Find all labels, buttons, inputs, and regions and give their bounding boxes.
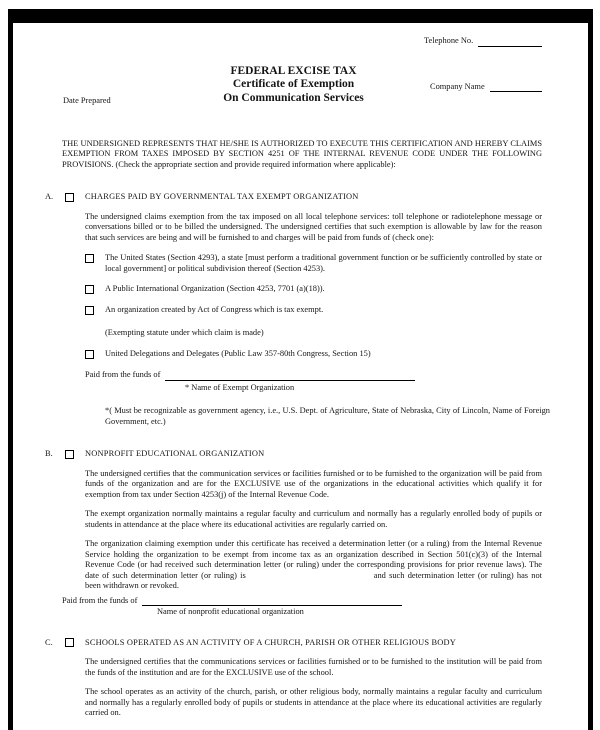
a-option-1 (85, 253, 542, 274)
section-b-heading: NONPROFIT EDUCATIONAL ORGANIZATION (85, 449, 265, 458)
b-paragraph-3-part2: and such determination letter (or ruling) has not been withdrawn or revoked. (85, 570, 542, 590)
nonprofit-org-name-caption: Name of nonprofit educational organization (157, 607, 304, 616)
determination-date-blank[interactable] (246, 571, 374, 578)
b-paragraph-1: The undersigned certifies that the communication services or facilities furnished or to be furnished to the organization will be paid from funds of the organization and are for the EXCLUSIVE use of the organizations in the educational activities which qualify it for exemption from tax under Section 4253(j) of the Internal Revenue Code. (85, 468, 542, 499)
b-paid-from-funds-row (62, 596, 542, 607)
telephone-line[interactable] (478, 38, 542, 47)
section-a-body (85, 211, 550, 428)
a-option-1-text: The United States (Section 4293), a state [must perform a traditional government function or be sufficiently controlled by state or local government] or political subdivision thereof (Section 4253). (105, 253, 542, 273)
scan-edge-left (8, 9, 13, 730)
exempt-org-name-line[interactable] (165, 373, 415, 381)
intro-paragraph: THE UNDERSIGNED REPRESENTS THAT HE/SHE IS AUTHORIZED TO EXECUTE THIS CERTIFICATION AND HEREBY CLAIMS EXEMPTION FROM TAXES IMPOSED BY SECTION 4251 OF THE INTERNAL REVENUE CODE UNDER THE FOLLOWING PROVISIONS. (Check the appropriate section and provide required information where applicable): (62, 138, 542, 169)
section-a-letter: A. (45, 192, 54, 201)
a-option-4 (85, 349, 542, 360)
form-content (45, 36, 550, 719)
company-name-label: Company Name (430, 81, 485, 91)
c-paragraph-1: The undersigned certifies that the communications services or facilities furnished or to be furnished to the institution will be paid from the funds of the institution and are for the EXCLUSIVE use of the school. (85, 657, 542, 677)
telephone-row (424, 36, 542, 47)
b-paid-from-funds-label: Paid from the funds of (62, 595, 138, 605)
section-c-header (45, 638, 542, 649)
a-option-4-checkbox[interactable] (85, 350, 94, 359)
form-title-line1: FEDERAL EXCISE TAX (230, 64, 357, 77)
a-option-2 (85, 284, 542, 295)
a-option-3-checkbox[interactable] (85, 306, 94, 315)
a-paid-from-funds-row (85, 370, 542, 381)
a-option-2-text: A Public International Organization (Section 4253, 7701 (a)(18)). (105, 284, 325, 293)
section-a-paragraph: The undersigned claims exemption from the tax imposed on all local telephone services: toll telephone or radiotelephone message or conversations billed or to be billed the undersigned. The undersigned certifies that such exemption is allowable by law for the reason that such services are being and will be furnished to and charges will be paid from funds of (check one): (85, 211, 542, 242)
date-prepared-row (63, 96, 111, 107)
a-paid-from-funds-label: Paid from the funds of (85, 370, 161, 379)
title-block (45, 65, 542, 115)
section-c-body (85, 657, 542, 719)
exempting-statute-note: (Exempting statute under which claim is made) (105, 328, 264, 337)
section-b-checkbox[interactable] (65, 450, 74, 459)
company-name-row (430, 82, 542, 93)
section-a-footnote: *( Must be recognizable as government agency, i.e., U.S. Dept. of Agriculture, State of Nebraska, City of Lincoln, Name of Foreign Government, etc.) (105, 406, 550, 426)
form-title-line2: Certificate of Exemption (232, 78, 355, 90)
section-b-body (62, 468, 542, 618)
date-prepared-label: Date Prepared (63, 95, 111, 105)
exempt-org-name-caption: * Name of Exempt Organization (185, 382, 295, 392)
a-option-1-checkbox[interactable] (85, 254, 94, 263)
section-a-header (45, 192, 542, 203)
a-option-3 (85, 305, 542, 316)
b-paragraph-2: The exempt organization normally maintains a regular faculty and curriculum and normally has a regularly enrolled body of pupils or students in attendance at the place where its educational activities are regularly carried on. (85, 509, 542, 529)
section-a-heading: CHARGES PAID BY GOVERNMENTAL TAX EXEMPT ORGANIZATION (85, 192, 359, 201)
nonprofit-org-name-line[interactable] (142, 598, 402, 606)
b-paragraph-3 (85, 539, 542, 592)
company-name-line[interactable] (490, 83, 542, 92)
section-a-checkbox[interactable] (65, 193, 74, 202)
section-c-checkbox[interactable] (65, 638, 74, 647)
section-c-heading: SCHOOLS OPERATED AS AN ACTIVITY OF A CHURCH, PARISH OR OTHER RELIGIOUS BODY (85, 637, 457, 647)
c-paragraph-2: The school operates as an activity of the church, parish, or other religious body, normally maintains a regular faculty and curriculum and normally has a regularly enrolled body of pupils or students in attendance at the place where its educational activities are regularly carried on. (85, 687, 542, 717)
scan-edge-top (8, 9, 593, 23)
section-b-letter: B. (45, 449, 53, 458)
a-option-3-text: An organization created by Act of Congress which is tax exempt. (105, 304, 324, 314)
section-b-header (45, 449, 542, 460)
b-paragraph-3-part1: The organization claiming exemption under this certificate has received a determination letter (or a ruling) from the Internal Revenue Service holding the organization to be exempt from income tax as an organization described in Section 501(c)(3) of the Internal Revenue Code (or had received such determination letter (or ruling) under the corresponding provisions for prior revenue laws). The date of such determination letter (or ruling) is (85, 539, 542, 580)
form-title-line3: On Communication Services (223, 91, 364, 104)
section-c-letter: C. (45, 637, 53, 647)
a-option-4-text: United Delegations and Delegates (Public Law 357-80th Congress, Section 15) (105, 348, 371, 358)
telephone-label: Telephone No. (424, 36, 474, 45)
a-option-2-checkbox[interactable] (85, 285, 94, 294)
scan-edge-right (588, 9, 593, 730)
